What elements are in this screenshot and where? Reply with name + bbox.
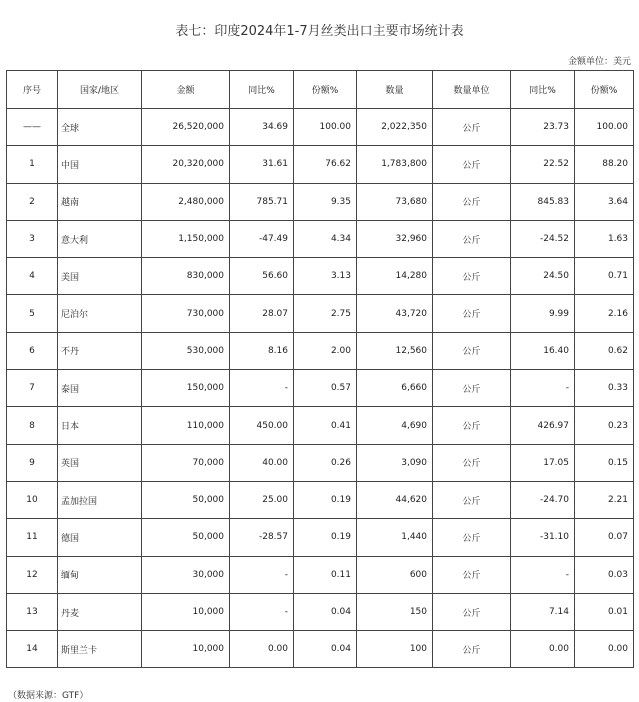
cell-seq: 1	[7, 146, 58, 183]
header-amount-share: 份额%	[294, 71, 357, 109]
cell-amount-share: 0.04	[294, 593, 357, 630]
cell-quantity: 43,720	[357, 295, 433, 332]
cell-amount-share: 0.26	[294, 444, 357, 481]
cell-amount-share: 0.57	[294, 370, 357, 407]
cell-quantity: 14,280	[357, 258, 433, 295]
cell-country: 德国	[58, 519, 142, 556]
table-row	[7, 109, 634, 146]
cell-amount-yoy: 450.00	[230, 407, 294, 444]
table-row	[7, 220, 634, 257]
cell-quantity-yoy: -	[511, 556, 575, 593]
cell-seq: 14	[7, 631, 58, 668]
cell-quantity-unit: 公斤	[433, 481, 511, 518]
cell-quantity-yoy: -24.52	[511, 220, 575, 257]
cell-country: 斯里兰卡	[58, 631, 142, 668]
cell-country: 中国	[58, 146, 142, 183]
cell-country: 日本	[58, 407, 142, 444]
cell-country: 不丹	[58, 332, 142, 369]
cell-country: 孟加拉国	[58, 481, 142, 518]
cell-quantity-share: 0.03	[575, 556, 634, 593]
cell-quantity: 73,680	[357, 183, 433, 220]
cell-seq: 4	[7, 258, 58, 295]
cell-quantity-yoy: -	[511, 370, 575, 407]
cell-amount-yoy: 56.60	[230, 258, 294, 295]
cell-quantity-yoy: -24.70	[511, 481, 575, 518]
cell-amount: 30,000	[142, 556, 230, 593]
header-quantity-yoy: 同比%	[511, 71, 575, 109]
cell-amount-yoy: -28.57	[230, 519, 294, 556]
cell-quantity-unit: 公斤	[433, 631, 511, 668]
table-row	[7, 519, 634, 556]
cell-quantity-yoy: 845.83	[511, 183, 575, 220]
table-row	[7, 556, 634, 593]
cell-country: 丹麦	[58, 593, 142, 630]
cell-quantity: 2,022,350	[357, 109, 433, 146]
cell-amount: 10,000	[142, 593, 230, 630]
cell-amount: 10,000	[142, 631, 230, 668]
cell-quantity-unit: 公斤	[433, 183, 511, 220]
cell-amount-yoy: -	[230, 556, 294, 593]
cell-seq: 7	[7, 370, 58, 407]
cell-country: 泰国	[58, 370, 142, 407]
cell-seq: 11	[7, 519, 58, 556]
header-country: 国家/地区	[58, 71, 142, 109]
cell-amount-share: 0.19	[294, 481, 357, 518]
cell-amount: 1,150,000	[142, 220, 230, 257]
cell-quantity-yoy: -31.10	[511, 519, 575, 556]
cell-quantity: 1,783,800	[357, 146, 433, 183]
cell-amount: 150,000	[142, 370, 230, 407]
cell-seq: 10	[7, 481, 58, 518]
cell-amount: 26,520,000	[142, 109, 230, 146]
cell-quantity: 12,560	[357, 332, 433, 369]
cell-quantity-yoy: 9.99	[511, 295, 575, 332]
cell-seq: 12	[7, 556, 58, 593]
header-amount-yoy: 同比%	[230, 71, 294, 109]
table-row	[7, 370, 634, 407]
cell-quantity-unit: 公斤	[433, 220, 511, 257]
cell-amount: 730,000	[142, 295, 230, 332]
cell-quantity-share: 2.16	[575, 295, 634, 332]
export-markets-table	[6, 70, 634, 668]
cell-country: 意大利	[58, 220, 142, 257]
cell-quantity-share: 1.63	[575, 220, 634, 257]
cell-quantity-unit: 公斤	[433, 295, 511, 332]
cell-quantity-share: 88.20	[575, 146, 634, 183]
cell-quantity-unit: 公斤	[433, 109, 511, 146]
header-quantity-unit: 数量单位	[433, 71, 511, 109]
cell-quantity-share: 3.64	[575, 183, 634, 220]
table-row	[7, 332, 634, 369]
table-header-row	[7, 71, 634, 109]
cell-quantity-share: 0.07	[575, 519, 634, 556]
cell-quantity-yoy: 426.97	[511, 407, 575, 444]
cell-quantity: 1,440	[357, 519, 433, 556]
table-row	[7, 444, 634, 481]
cell-seq: 6	[7, 332, 58, 369]
cell-amount-share: 0.04	[294, 631, 357, 668]
cell-quantity-unit: 公斤	[433, 519, 511, 556]
header-seq: 序号	[7, 71, 58, 109]
cell-amount: 50,000	[142, 519, 230, 556]
cell-amount: 2,480,000	[142, 183, 230, 220]
cell-country: 美国	[58, 258, 142, 295]
cell-quantity: 44,620	[357, 481, 433, 518]
cell-amount-yoy: 785.71	[230, 183, 294, 220]
cell-amount-share: 0.11	[294, 556, 357, 593]
cell-amount: 110,000	[142, 407, 230, 444]
cell-quantity-share: 2.21	[575, 481, 634, 518]
cell-country: 尼泊尔	[58, 295, 142, 332]
cell-quantity-share: 0.23	[575, 407, 634, 444]
cell-quantity-share: 0.33	[575, 370, 634, 407]
cell-country: 英国	[58, 444, 142, 481]
cell-quantity: 600	[357, 556, 433, 593]
cell-amount-yoy: -47.49	[230, 220, 294, 257]
cell-seq: 2	[7, 183, 58, 220]
cell-quantity: 100	[357, 631, 433, 668]
table-body	[7, 109, 634, 668]
cell-quantity-share: 0.15	[575, 444, 634, 481]
cell-amount-share: 0.19	[294, 519, 357, 556]
cell-seq: 13	[7, 593, 58, 630]
cell-amount: 20,320,000	[142, 146, 230, 183]
cell-seq: 3	[7, 220, 58, 257]
cell-amount-share: 3.13	[294, 258, 357, 295]
cell-amount-yoy: 25.00	[230, 481, 294, 518]
cell-quantity-yoy: 22.52	[511, 146, 575, 183]
cell-quantity-unit: 公斤	[433, 556, 511, 593]
cell-quantity-yoy: 23.73	[511, 109, 575, 146]
cell-quantity: 32,960	[357, 220, 433, 257]
cell-country: 缅甸	[58, 556, 142, 593]
cell-quantity: 3,090	[357, 444, 433, 481]
cell-amount: 830,000	[142, 258, 230, 295]
cell-amount-share: 0.41	[294, 407, 357, 444]
table-row	[7, 407, 634, 444]
cell-quantity: 6,660	[357, 370, 433, 407]
header-amount: 金额	[142, 71, 230, 109]
cell-amount-yoy: -	[230, 370, 294, 407]
cell-quantity-yoy: 7.14	[511, 593, 575, 630]
table-row	[7, 183, 634, 220]
cell-quantity-yoy: 16.40	[511, 332, 575, 369]
cell-amount-share: 76.62	[294, 146, 357, 183]
cell-amount-yoy: 28.07	[230, 295, 294, 332]
data-source-note: （数据来源：GTF）	[8, 691, 89, 701]
table-row	[7, 146, 634, 183]
cell-quantity-unit: 公斤	[433, 146, 511, 183]
cell-quantity-yoy: 0.00	[511, 631, 575, 668]
cell-seq: ——	[7, 109, 58, 146]
table-row	[7, 593, 634, 630]
cell-quantity-unit: 公斤	[433, 332, 511, 369]
cell-quantity-unit: 公斤	[433, 370, 511, 407]
cell-amount-share: 100.00	[294, 109, 357, 146]
table-row	[7, 295, 634, 332]
cell-quantity: 150	[357, 593, 433, 630]
table-title: 表七：印度2024年1-7月丝类出口主要市场统计表	[175, 24, 464, 39]
table-row	[7, 481, 634, 518]
table-row	[7, 258, 634, 295]
cell-quantity-share: 0.71	[575, 258, 634, 295]
cell-country: 全球	[58, 109, 142, 146]
cell-quantity-unit: 公斤	[433, 444, 511, 481]
table-row	[7, 631, 634, 668]
cell-amount-share: 2.00	[294, 332, 357, 369]
header-quantity-share: 份额%	[575, 71, 634, 109]
cell-amount-share: 4.34	[294, 220, 357, 257]
cell-amount-yoy: 8.16	[230, 332, 294, 369]
cell-quantity-yoy: 17.05	[511, 444, 575, 481]
cell-quantity-share: 100.00	[575, 109, 634, 146]
cell-amount: 530,000	[142, 332, 230, 369]
cell-country: 越南	[58, 183, 142, 220]
header-quantity: 数量	[357, 71, 433, 109]
cell-amount-yoy: 40.00	[230, 444, 294, 481]
cell-quantity-share: 0.00	[575, 631, 634, 668]
cell-amount-yoy: -	[230, 593, 294, 630]
cell-quantity-unit: 公斤	[433, 593, 511, 630]
cell-quantity-share: 0.62	[575, 332, 634, 369]
cell-amount-share: 9.35	[294, 183, 357, 220]
cell-seq: 9	[7, 444, 58, 481]
cell-amount-yoy: 31.61	[230, 146, 294, 183]
cell-amount: 70,000	[142, 444, 230, 481]
cell-amount-yoy: 0.00	[230, 631, 294, 668]
cell-amount: 50,000	[142, 481, 230, 518]
cell-quantity-unit: 公斤	[433, 407, 511, 444]
cell-quantity-yoy: 24.50	[511, 258, 575, 295]
cell-amount-yoy: 34.69	[230, 109, 294, 146]
cell-seq: 8	[7, 407, 58, 444]
cell-quantity-share: 0.01	[575, 593, 634, 630]
unit-note: 金额单位：美元	[567, 57, 631, 67]
cell-amount-share: 2.75	[294, 295, 357, 332]
cell-quantity: 4,690	[357, 407, 433, 444]
cell-seq: 5	[7, 295, 58, 332]
cell-quantity-unit: 公斤	[433, 258, 511, 295]
